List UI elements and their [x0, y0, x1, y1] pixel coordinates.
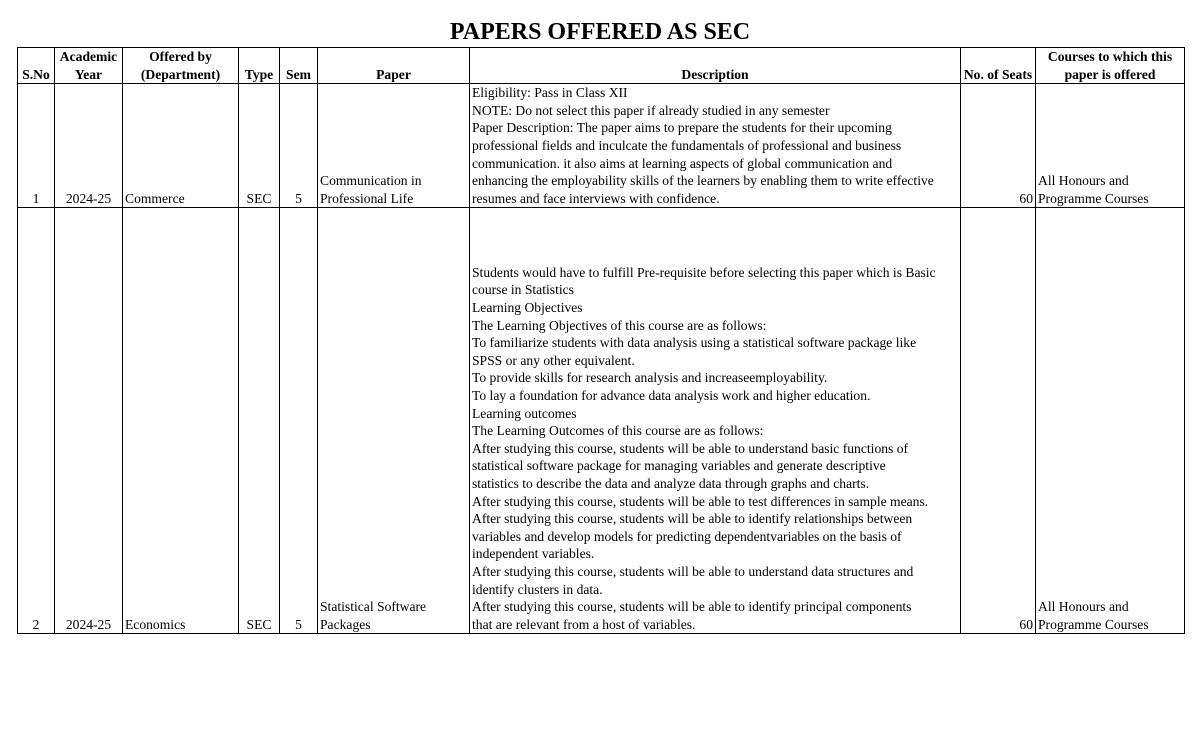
description-line: statistical software package for managing variables and generate descriptive: [472, 458, 886, 474]
description-line: Students would have to fulfill Pre-requisite before selecting this paper which is Basic: [472, 264, 936, 280]
cell-sem: 5: [280, 208, 318, 634]
cell-year: 2024-25: [55, 84, 123, 208]
description-line: After studying this course, students will be able to test differences in sample means.: [472, 493, 929, 509]
table-row: [18, 208, 1185, 634]
description-line: course in Statistics: [472, 282, 574, 298]
cell-courses: All Honours and Programme Courses: [1036, 208, 1185, 634]
description-line: professional fields and inculcate the fundamentals of professional and business: [472, 137, 902, 153]
description-line: identify clusters in data.: [472, 581, 603, 597]
header-seats: No. of Seats: [961, 48, 1036, 84]
page-title: PAPERS OFFERED AS SEC: [449, 19, 751, 45]
description-line: After studying this course, students will be able to identify principal components: [472, 599, 912, 615]
cell-type: SEC: [239, 208, 280, 634]
description-line: To provide skills for research analysis and increaseemployability.: [472, 370, 828, 386]
cell-department: Commerce: [123, 84, 239, 208]
description-line: Learning Objectives: [472, 300, 583, 316]
cell-sno: 1: [18, 84, 55, 208]
header-paper: Paper: [318, 48, 470, 84]
table-header-row: [18, 48, 1185, 84]
description-line: After studying this course, students will be able to understand data structures and: [472, 563, 914, 579]
description-line: Paper Description: The paper aims to prepare the students for their upcoming: [472, 120, 892, 136]
description-line: independent variables.: [472, 546, 595, 562]
description-line: variables and develop models for predicting dependentvariables on the basis of: [472, 528, 902, 544]
description-line: After studying this course, students will be able to identify relationships between: [472, 511, 913, 527]
description-line: SPSS or any other equivalent.: [472, 352, 635, 368]
description-line: communication. it also aims at learning aspects of global communication and: [472, 155, 893, 171]
header-type: Type: [239, 48, 280, 84]
cell-sno: 2: [18, 208, 55, 634]
description-line: Learning outcomes: [472, 405, 577, 421]
description-line: The Learning Outcomes of this course are as follows:: [472, 423, 764, 439]
cell-year: 2024-25: [55, 208, 123, 634]
cell-seats: 60: [961, 84, 1036, 208]
description-line: resumes and face interviews with confidence.: [472, 190, 720, 206]
header-description: Description: [470, 48, 961, 84]
papers-table: [17, 47, 1185, 634]
description-line: Eligibility: Pass in Class XII: [472, 85, 628, 101]
cell-type: SEC: [239, 84, 280, 208]
description-line: To familiarize students with data analysis using a statistical software package like: [472, 335, 917, 351]
description-line: statistics to describe the data and analyze data through graphs and charts.: [472, 476, 870, 491]
header-courses: Courses to which this paper is offered: [1036, 48, 1185, 84]
description-line: NOTE: Do not select this paper if already studied in any semester: [472, 102, 830, 118]
cell-sem: 5: [280, 84, 318, 208]
cell-description: [470, 208, 961, 634]
cell-department: Economics: [123, 208, 239, 634]
table-row: [18, 84, 1185, 208]
cell-courses: All Honours and Programme Courses: [1036, 84, 1185, 208]
header-academic-year: Academic Year: [55, 48, 123, 84]
description-line: After studying this course, students will be able to understand basic functions of: [472, 440, 909, 456]
cell-paper: Communication in Professional Life: [318, 84, 470, 208]
description-line: that are relevant from a host of variables.: [472, 616, 696, 632]
description-line: enhancing the employability skills of the learners by enabling them to write effective: [472, 173, 934, 189]
description-line: To lay a foundation for advance data analysis work and higher education.: [472, 388, 871, 404]
cell-paper: Statistical Software Packages: [318, 208, 470, 634]
cell-seats: 60: [961, 208, 1036, 634]
description-line: The Learning Objectives of this course are as follows:: [472, 317, 767, 333]
cell-description: [470, 84, 961, 208]
header-sno: S.No: [18, 48, 55, 84]
header-offered-by: Offered by (Department): [123, 48, 239, 84]
header-sem: Sem: [280, 48, 318, 84]
